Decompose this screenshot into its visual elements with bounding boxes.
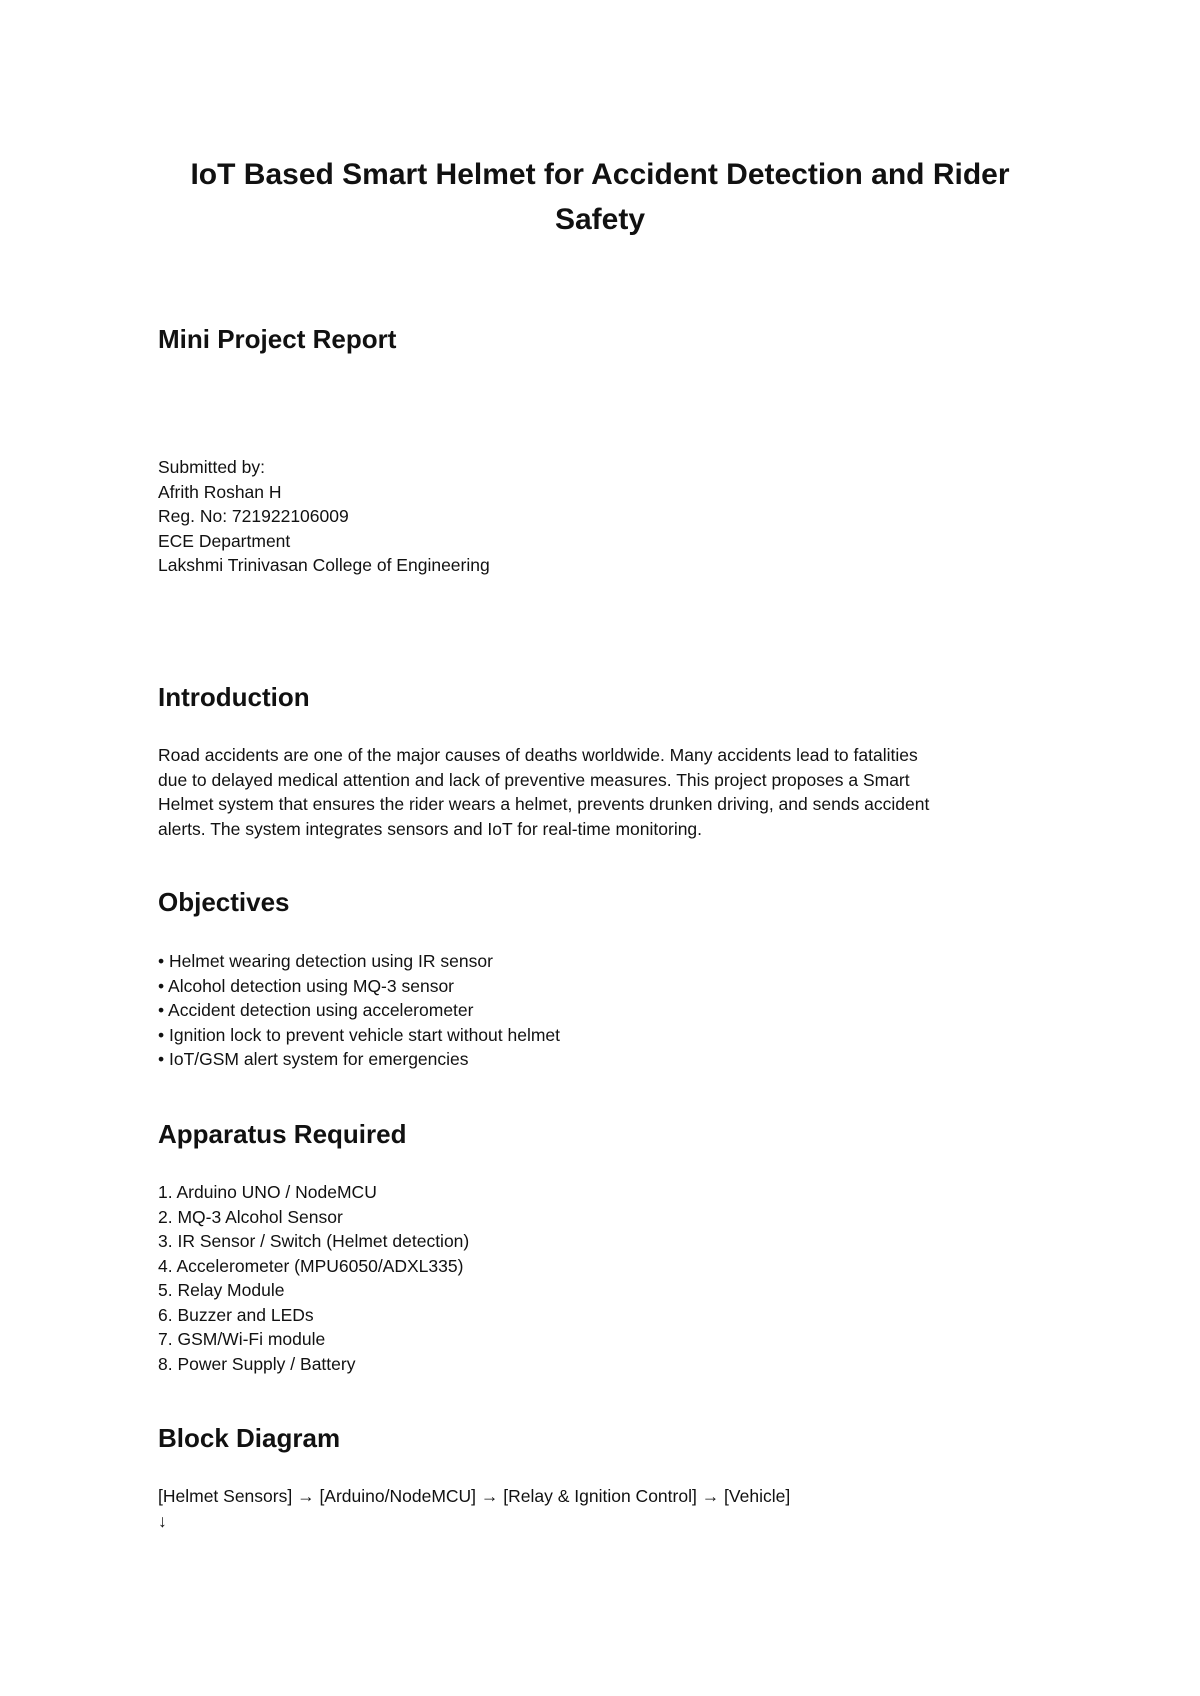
introduction-heading: Introduction <box>158 682 310 712</box>
block-diagram-heading: Block Diagram <box>158 1423 341 1453</box>
apparatus-list <box>158 1180 1058 1376</box>
apparatus-item: 1. Arduino UNO / NodeMCU <box>158 1182 377 1202</box>
down-arrow-glyph: ↓ <box>158 1510 167 1531</box>
student-name: Afrith Roshan H <box>158 481 282 502</box>
apparatus-heading: Apparatus Required <box>158 1119 407 1149</box>
objective-item: • Alcohol detection using MQ-3 sensor <box>158 975 455 996</box>
objective-item: • IoT/GSM alert system for emergencies <box>158 1049 469 1069</box>
apparatus-item: 7. GSM/Wi-Fi module <box>158 1329 326 1349</box>
apparatus-item: 4. Accelerometer (MPU6050/ADXL335) <box>158 1255 464 1276</box>
submitted-by-label: Submitted by: <box>158 457 265 477</box>
apparatus-item: 8. Power Supply / Battery <box>158 1353 356 1374</box>
introduction-paragraph <box>158 743 1058 841</box>
apparatus-item: 3. IR Sensor / Switch (Helmet detection) <box>158 1231 470 1251</box>
submitted-by-block <box>158 455 490 578</box>
objective-item: • Accident detection using accelerometer <box>158 1000 474 1020</box>
report-title: IoT Based Smart Helmet for Accident Detection and Rider Safety <box>190 158 1010 236</box>
department: ECE Department <box>158 530 291 551</box>
apparatus-item: 2. MQ-3 Alcohol Sensor <box>158 1206 343 1227</box>
college-name: Lakshmi Trinivasan College of Engineering <box>158 555 490 575</box>
introduction-line: alerts. The system integrates sensors and IoT for real-time monitoring. <box>158 818 703 839</box>
introduction-line: Road accidents are one of the major causes of deaths worldwide. Many accidents lead to fatalities <box>158 745 918 765</box>
apparatus-item: 5. Relay Module <box>158 1280 285 1300</box>
introduction-line: due to delayed medical attention and lack of preventive measures. This project proposes a Smart <box>158 769 910 790</box>
apparatus-item: 6. Buzzer and LEDs <box>158 1304 314 1325</box>
block-diagram-text <box>158 1484 1058 1533</box>
block-diagram-flow: [Helmet Sensors] → [Arduino/NodeMCU] → [Relay & Ignition Control] → [Vehicle] <box>158 1486 791 1506</box>
objectives-heading: Objectives <box>158 887 290 917</box>
registration-number: Reg. No: 721922106009 <box>158 506 349 526</box>
objective-item: • Helmet wearing detection using IR sensor <box>158 951 493 971</box>
introduction-line: Helmet system that ensures the rider wears a helmet, prevents drunken driving, and sends accident <box>158 794 930 814</box>
report-subtitle: Mini Project Report <box>158 324 397 354</box>
objective-item: • Ignition lock to prevent vehicle start without helmet <box>158 1024 561 1045</box>
objectives-list <box>158 949 1058 1072</box>
